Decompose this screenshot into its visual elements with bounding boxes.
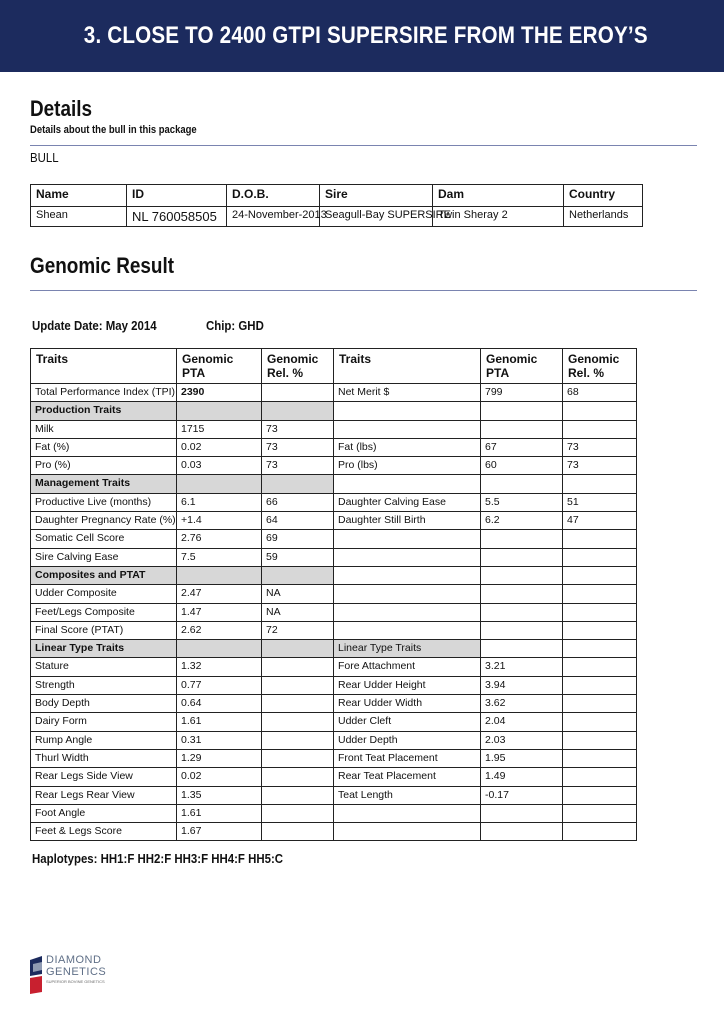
table-cell [481, 566, 563, 584]
table-cell: 1.67 [177, 823, 262, 841]
table-cell: 0.02 [177, 438, 262, 456]
header-cell: ID [127, 185, 227, 207]
table-cell: 2.04 [481, 713, 563, 731]
header-cell: Dam [433, 185, 564, 207]
table-cell: Udder Composite [31, 585, 177, 603]
details-heading: Details [30, 96, 93, 121]
header-cell: Traits [31, 349, 177, 384]
logo-tagline: SUPERIOR BOVINE GENETICS [46, 979, 105, 984]
header-cell: Genomic PTA [177, 349, 262, 384]
table-row [31, 207, 643, 227]
table-cell: 799 [481, 384, 563, 402]
table-cell: Milk [31, 420, 177, 438]
section-row [31, 475, 637, 493]
table-cell [481, 420, 563, 438]
table-cell: 68 [563, 384, 637, 402]
header-cell: Genomic PTA [481, 349, 563, 384]
table-cell [481, 823, 563, 841]
table-cell: Final Score (PTAT) [31, 621, 177, 639]
table-cell [262, 658, 334, 676]
section-row [31, 566, 637, 584]
haplotypes: Haplotypes: HH1:F HH2:F HH3:F HH4:F HH5:C [32, 851, 284, 866]
table-cell [334, 530, 481, 548]
table-cell: Strength [31, 676, 177, 694]
table-cell: 73 [262, 438, 334, 456]
diamond-genetics-logo [30, 950, 120, 998]
table-cell [563, 420, 637, 438]
logo-text: GENETICS [46, 966, 107, 978]
table-cell: Management Traits [31, 475, 177, 493]
header-cell: Genomic Rel. % [563, 349, 637, 384]
table-cell [563, 768, 637, 786]
table-cell: Linear Type Traits [31, 640, 177, 658]
table-cell: Rear Udder Width [334, 695, 481, 713]
table-cell: Composites and PTAT [31, 566, 177, 584]
table-cell: Somatic Cell Score [31, 530, 177, 548]
table-row [31, 603, 637, 621]
table-cell: Dairy Form [31, 713, 177, 731]
table-row [31, 548, 637, 566]
diamond-logo-icon [30, 954, 44, 994]
table-cell [334, 420, 481, 438]
header-banner [0, 0, 724, 72]
table-cell: 3.62 [481, 695, 563, 713]
table-cell [334, 402, 481, 420]
table-cell [262, 731, 334, 749]
table-cell [262, 402, 334, 420]
table-cell: 73 [563, 457, 637, 475]
table-cell [563, 731, 637, 749]
table-cell: Linear Type Traits [334, 640, 481, 658]
table-cell: 59 [262, 548, 334, 566]
table-cell: Udder Depth [334, 731, 481, 749]
table-row [31, 695, 637, 713]
table-row [31, 530, 637, 548]
header-cell: D.O.B. [227, 185, 320, 207]
table-cell [563, 749, 637, 767]
table-cell: Daughter Calving Ease [334, 493, 481, 511]
divider [30, 145, 697, 146]
divider [30, 290, 697, 291]
table-cell [481, 603, 563, 621]
table-cell [262, 713, 334, 731]
table-cell: 0.31 [177, 731, 262, 749]
table-cell: 73 [262, 457, 334, 475]
table-cell [563, 658, 637, 676]
genomic-table [30, 348, 637, 841]
table-cell [481, 585, 563, 603]
table-row [31, 621, 637, 639]
section-row [31, 402, 637, 420]
table-cell: 47 [563, 512, 637, 530]
table-cell [262, 640, 334, 658]
table-cell: 0.64 [177, 695, 262, 713]
table-row [31, 676, 637, 694]
table-cell [563, 786, 637, 804]
table-cell: 6.2 [481, 512, 563, 530]
table-cell [563, 585, 637, 603]
table-cell [334, 566, 481, 584]
table-cell [563, 475, 637, 493]
table-cell [177, 640, 262, 658]
table-cell: Pro (lbs) [334, 457, 481, 475]
bull-name: Shean [31, 207, 127, 227]
table-row [31, 749, 637, 767]
table-row [31, 804, 637, 822]
table-cell [563, 603, 637, 621]
table-cell [481, 640, 563, 658]
table-cell: Thurl Width [31, 749, 177, 767]
table-cell [563, 566, 637, 584]
bull-dam: Twin Sheray 2 [433, 207, 564, 227]
table-cell: 1715 [177, 420, 262, 438]
table-cell: 72 [262, 621, 334, 639]
table-cell: 64 [262, 512, 334, 530]
table-cell: 0.02 [177, 768, 262, 786]
genomic-table-header [31, 349, 637, 384]
table-cell [177, 475, 262, 493]
table-row [31, 438, 637, 456]
table-row [31, 823, 637, 841]
table-cell [563, 402, 637, 420]
table-row [31, 658, 637, 676]
table-cell [262, 749, 334, 767]
table-cell: -0.17 [481, 786, 563, 804]
table-cell: Net Merit $ [334, 384, 481, 402]
table-cell: 51 [563, 493, 637, 511]
table-cell: 1.61 [177, 804, 262, 822]
table-cell: Body Depth [31, 695, 177, 713]
table-cell: 73 [262, 420, 334, 438]
table-cell: Daughter Still Birth [334, 512, 481, 530]
header-cell: Name [31, 185, 127, 207]
table-cell: 0.03 [177, 457, 262, 475]
table-cell: 60 [481, 457, 563, 475]
table-cell: 2.62 [177, 621, 262, 639]
table-cell [563, 548, 637, 566]
table-cell: 2.47 [177, 585, 262, 603]
bull-table [30, 184, 643, 227]
table-cell: Production Traits [31, 402, 177, 420]
table-cell: Feet & Legs Score [31, 823, 177, 841]
table-cell [334, 475, 481, 493]
header-cell: Traits [334, 349, 481, 384]
table-cell: Front Teat Placement [334, 749, 481, 767]
table-cell: 7.5 [177, 548, 262, 566]
table-cell [262, 676, 334, 694]
table-cell [563, 621, 637, 639]
table-cell: 3.94 [481, 676, 563, 694]
table-cell [334, 585, 481, 603]
table-cell [563, 640, 637, 658]
bull-table-header [31, 185, 643, 207]
table-cell [334, 621, 481, 639]
table-cell [262, 804, 334, 822]
table-cell [334, 804, 481, 822]
table-row [31, 457, 637, 475]
table-cell [563, 530, 637, 548]
table-cell: NA [262, 603, 334, 621]
table-row [31, 420, 637, 438]
table-cell: 1.47 [177, 603, 262, 621]
header-cell: Genomic Rel. % [262, 349, 334, 384]
table-cell [481, 475, 563, 493]
table-cell: 1.61 [177, 713, 262, 731]
table-cell: 73 [563, 438, 637, 456]
table-cell: 2.03 [481, 731, 563, 749]
bull-dob: 24-November-2013 [227, 207, 320, 227]
table-cell [262, 786, 334, 804]
table-cell: Rear Legs Side View [31, 768, 177, 786]
table-cell: 0.77 [177, 676, 262, 694]
table-row [31, 384, 637, 402]
table-cell [481, 804, 563, 822]
table-cell [481, 548, 563, 566]
table-row [31, 585, 637, 603]
table-cell: Sire Calving Ease [31, 548, 177, 566]
table-cell: Teat Length [334, 786, 481, 804]
table-cell: 1.49 [481, 768, 563, 786]
logo-text: DIAMOND [46, 954, 102, 966]
table-cell: 1.29 [177, 749, 262, 767]
table-cell: Total Performance Index (TPI) [31, 384, 177, 402]
table-cell: Rump Angle [31, 731, 177, 749]
table-cell: Pro (%) [31, 457, 177, 475]
update-date: Update Date: May 2014 [32, 318, 157, 333]
table-cell: Feet/Legs Composite [31, 603, 177, 621]
table-cell [563, 713, 637, 731]
table-cell: Stature [31, 658, 177, 676]
table-cell: Rear Udder Height [334, 676, 481, 694]
table-cell: 6.1 [177, 493, 262, 511]
table-row [31, 493, 637, 511]
table-cell [262, 475, 334, 493]
bull-country: Netherlands [564, 207, 643, 227]
table-cell: 1.95 [481, 749, 563, 767]
table-row [31, 731, 637, 749]
genomic-heading: Genomic Result [30, 253, 175, 278]
bull-id: NL 760058505 [127, 207, 227, 227]
table-cell: 2.76 [177, 530, 262, 548]
table-cell [334, 823, 481, 841]
table-cell [262, 695, 334, 713]
table-cell: 1.35 [177, 786, 262, 804]
table-cell [334, 603, 481, 621]
table-cell: Rear Teat Placement [334, 768, 481, 786]
chip-label: Chip: GHD [206, 318, 264, 333]
table-cell [177, 566, 262, 584]
table-row [31, 786, 637, 804]
table-cell [481, 621, 563, 639]
header-cell: Sire [320, 185, 433, 207]
table-cell: Fore Attachment [334, 658, 481, 676]
table-row [31, 768, 637, 786]
table-cell: Productive Live (months) [31, 493, 177, 511]
table-cell [563, 695, 637, 713]
table-cell [481, 530, 563, 548]
table-cell: Daughter Pregnancy Rate (%) [31, 512, 177, 530]
table-cell [563, 676, 637, 694]
table-cell: NA [262, 585, 334, 603]
table-cell: Fat (lbs) [334, 438, 481, 456]
table-cell [563, 823, 637, 841]
bull-section-label: BULL [30, 150, 59, 165]
table-cell [262, 384, 334, 402]
table-cell: 66 [262, 493, 334, 511]
table-cell: +1.4 [177, 512, 262, 530]
table-cell: 69 [262, 530, 334, 548]
banner-title: 3. CLOSE TO 2400 GTPI SUPERSIRE FROM THE EROY’S [84, 22, 648, 49]
table-row [31, 713, 637, 731]
table-cell: Fat (%) [31, 438, 177, 456]
table-cell [334, 548, 481, 566]
table-row [31, 512, 637, 530]
details-subtitle: Details about the bull in this package [30, 124, 197, 136]
table-cell: 2390 [177, 384, 262, 402]
table-cell [481, 402, 563, 420]
table-cell: 3.21 [481, 658, 563, 676]
table-cell: Rear Legs Rear View [31, 786, 177, 804]
header-cell: Country [564, 185, 643, 207]
bull-sire: Seagull-Bay SUPERSIRE [320, 207, 433, 227]
table-cell [262, 566, 334, 584]
table-cell [262, 768, 334, 786]
table-cell: Udder Cleft [334, 713, 481, 731]
section-row [31, 640, 637, 658]
table-cell: 1.32 [177, 658, 262, 676]
table-cell [262, 823, 334, 841]
table-cell: Foot Angle [31, 804, 177, 822]
table-cell: 5.5 [481, 493, 563, 511]
table-cell: 67 [481, 438, 563, 456]
table-cell [177, 402, 262, 420]
table-cell [563, 804, 637, 822]
